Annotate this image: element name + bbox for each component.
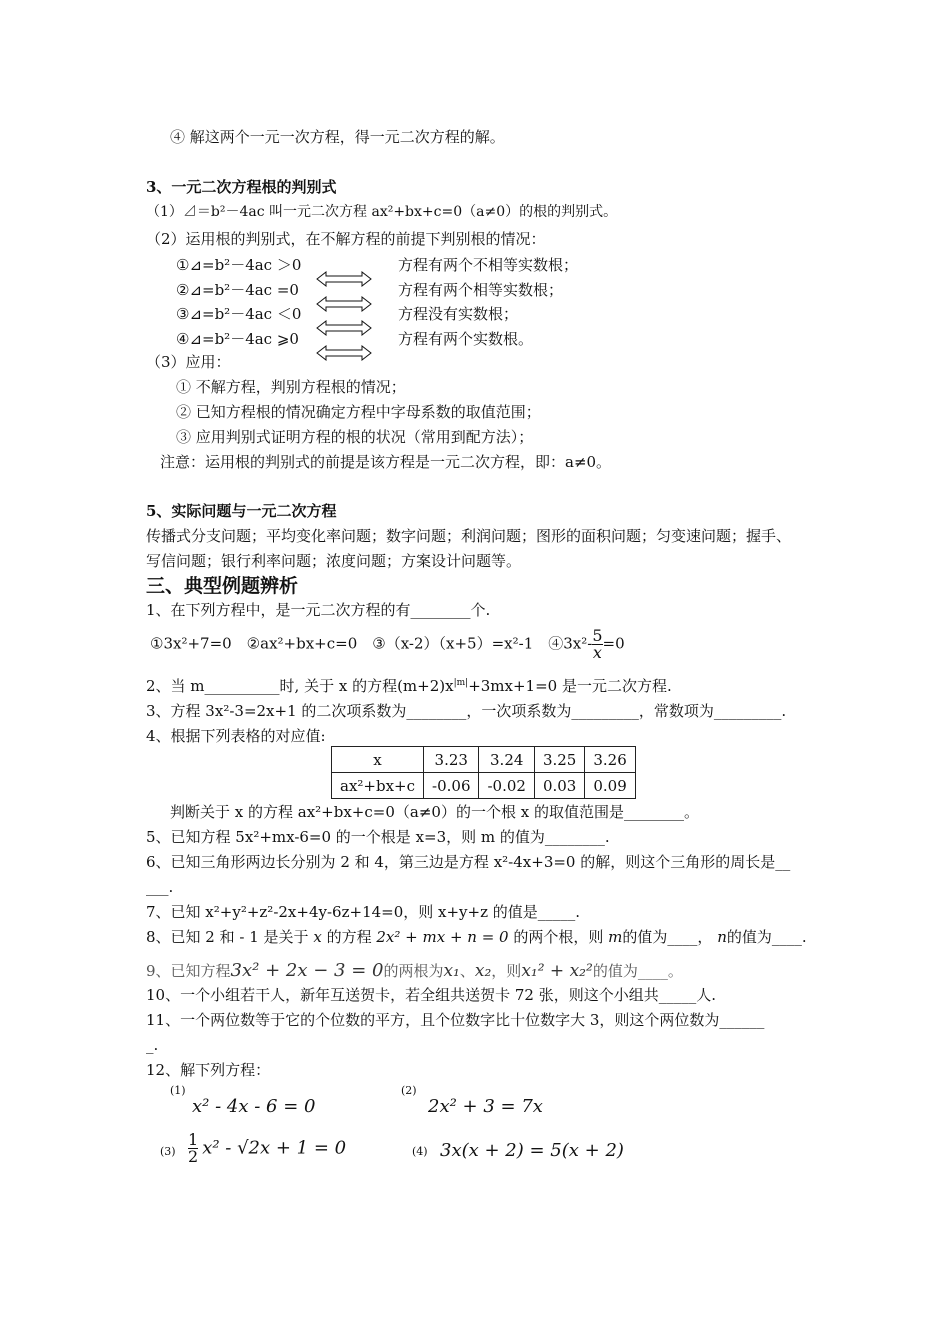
question-4: 4、根据下列表格的对应值: xyxy=(146,727,326,745)
question-5: 5、已知方程 5x²+mx-6=0 的一个根是 x=3，则 m 的值为________. xyxy=(146,828,610,846)
fraction-5-over-x: $\frac{5}{x}$ xyxy=(592,626,603,662)
question-9: 9、已知方程3x² + 2x − 3 = 0的两根为x₁、x₂，则x₁² + x₂²的值为____。 xyxy=(146,960,683,981)
question-6: 6、已知三角形两边长分别为 2 和 4，第三边是方程 x²-4x+3=0 的解，则这个三角形的周长是__ xyxy=(146,853,791,871)
table-cell: 3.24 xyxy=(479,747,534,773)
section-5-title: 5、实际问题与一元二次方程 xyxy=(146,502,337,520)
cond-1: ①⊿=b²－4ac ＞0 xyxy=(176,256,302,274)
note: 注意：运用根的判别式的前提是该方程是一元二次方程，即：a≠0。 xyxy=(160,453,612,471)
equation-3: $\frac{1}{2}$ x² - √2x + 1 = 0 xyxy=(188,1130,347,1166)
question-11: 11、一个两位数等于它的个位数的平方，且个位数字比十位数字大 3，则这个两位数为______ xyxy=(146,1011,765,1029)
discriminant-usage: （2）运用根的判别式，在不解方程的前提下判别根的情况： xyxy=(146,230,546,248)
table-row xyxy=(332,773,636,799)
table-cell: -0.02 xyxy=(479,773,534,799)
double-arrow-icon xyxy=(316,271,372,287)
question-3: 3、方程 3x²-3=2x+1 的二次项系数为________，一次项系数为_________，常数项为_________. xyxy=(146,702,787,720)
result-2: 方程有两个相等实数根； xyxy=(398,281,564,299)
result-3: 方程没有实数根； xyxy=(398,305,519,323)
question-10: 10、一个小组若干人，新年互送贺卡，若全组共送贺卡 72 张，则这个小组共_____人. xyxy=(146,986,716,1004)
table-cell: 3.26 xyxy=(585,747,635,773)
double-arrow-icon xyxy=(316,320,372,336)
equation-label-1: (1) xyxy=(170,1084,186,1097)
section-5-line-2: 写信问题；银行利率问题；浓度问题；方案设计问题等。 xyxy=(146,552,522,570)
section-3-title: 3、一元二次方程根的判别式 xyxy=(146,178,337,196)
question-6-cont: ___. xyxy=(146,878,174,896)
question-4-judgement: 判断关于 x 的方程 ax²+bx+c=0（a≠0）的一个根 x 的取值范围是________。 xyxy=(170,803,699,821)
result-1: 方程有两个不相等实数根； xyxy=(398,256,579,274)
part-3-title: 三、典型例题辨析 xyxy=(146,575,299,597)
result-4: 方程有两个实数根。 xyxy=(398,330,534,348)
double-arrow-icon xyxy=(316,345,372,361)
question-1-options: ①3x²+7=0 ②ax²+bx+c=0 ③（x-2）（x+5）=x²-1 ④3x²- $\frac{5}{x}$ =0 xyxy=(150,626,625,662)
equation-label-4: (4) xyxy=(412,1145,428,1158)
double-arrow-icon xyxy=(316,296,372,312)
solve-step-4: ④ 解这两个一元一次方程，得一元二次方程的解。 xyxy=(170,128,505,146)
table-cell: -0.06 xyxy=(424,773,479,799)
cond-4: ④⊿=b²－4ac ⩾0 xyxy=(176,330,299,348)
table-cell: 0.09 xyxy=(585,773,635,799)
discriminant-definition: （1）⊿＝b²－4ac 叫一元二次方程 ax²+bx+c=0（a≠0）的根的判别式。 xyxy=(146,204,618,220)
equation-2: 2x² + 3 = 7x xyxy=(428,1096,543,1117)
value-table xyxy=(331,746,636,799)
question-7: 7、已知 x²+y²+z²-2x+4y-6z+14=0，则 x+y+z 的值是_____. xyxy=(146,903,581,921)
table-cell: x xyxy=(332,747,424,773)
table-cell: 3.23 xyxy=(424,747,479,773)
question-11-cont: _. xyxy=(146,1036,159,1054)
application-1: ① 不解方程，判别方程根的情况； xyxy=(176,378,406,396)
fraction-one-half: $\frac{1}{2}$ xyxy=(188,1130,199,1166)
application-2: ② 已知方程根的情况确定方程中字母系数的取值范围； xyxy=(176,403,541,421)
section-5-line-1: 传播式分支问题；平均变化率问题；数字问题；利润问题；图形的面积问题；匀变速问题；握手、 xyxy=(146,527,792,545)
cond-2: ②⊿=b²－4ac =0 xyxy=(176,281,299,299)
equation-label-3: (3) xyxy=(160,1145,176,1158)
table-cell: 3.25 xyxy=(534,747,584,773)
table-cell: ax²+bx+c xyxy=(332,773,424,799)
question-8: 8、已知 2 和 - 1 是关于 x 的方程 2x² + mx + n = 0 的两个根，则 m的值为____， n的值为____. xyxy=(146,928,807,946)
question-12: 12、解下列方程： xyxy=(146,1061,271,1079)
cond-3: ③⊿=b²－4ac ＜0 xyxy=(176,305,302,323)
question-2: 2、当 m__________时, 关于 x 的方程$(m+2)x^{|m|}+3mx+1=0$ 是一元二次方程. xyxy=(146,677,672,695)
table-row xyxy=(332,747,636,773)
equation-label-2: (2) xyxy=(401,1084,417,1097)
applications-heading: （3）应用： xyxy=(146,353,231,371)
equation-1: x² - 4x - 6 = 0 xyxy=(192,1096,316,1117)
table-cell: 0.03 xyxy=(534,773,584,799)
equation-4: 3x(x + 2) = 5(x + 2) xyxy=(440,1140,624,1161)
application-3: ③ 应用判别式证明方程的根的状况（常用到配方法）； xyxy=(176,428,534,446)
question-1: 1、在下列方程中，是一元二次方程的有________个. xyxy=(146,601,491,619)
